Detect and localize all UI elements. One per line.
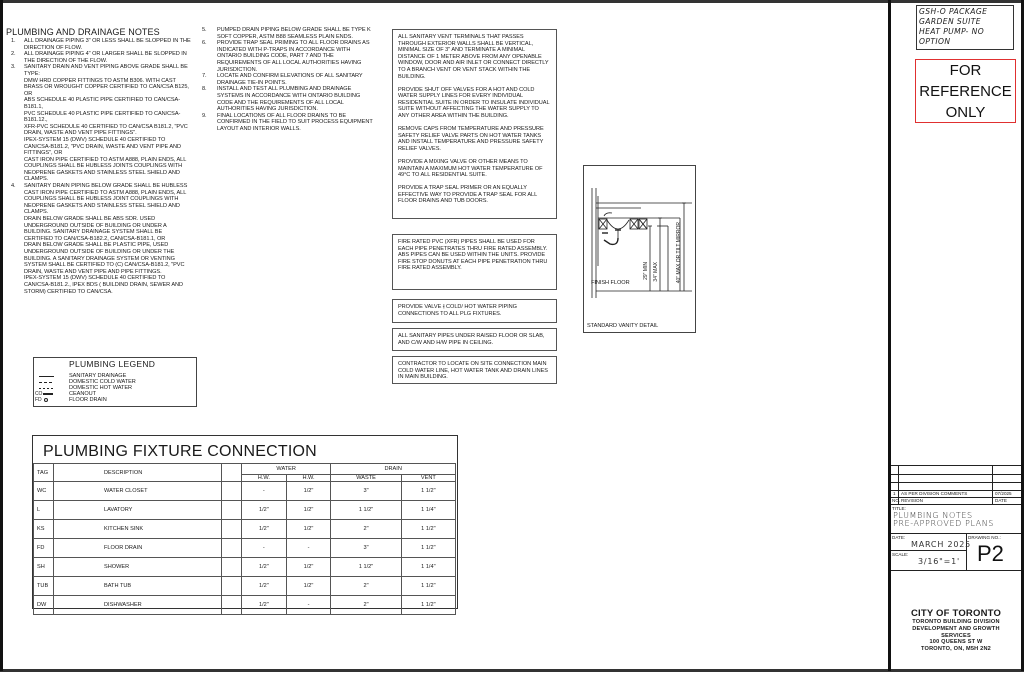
note-item bbox=[200, 113, 375, 133]
fire-rated-note-box bbox=[392, 234, 557, 290]
cell-tag: KS bbox=[34, 520, 54, 539]
header-hw-1: H.W. bbox=[242, 475, 287, 482]
sanitary-pipes-note-box bbox=[392, 328, 557, 351]
revision-description: AS PER DIVISION COMMENTS bbox=[901, 491, 968, 496]
note-number: 4. bbox=[11, 183, 16, 190]
cell-hw-1: - bbox=[242, 482, 287, 501]
cell-vent: 1 1/4" bbox=[401, 501, 455, 520]
cell-tag: DW bbox=[34, 596, 54, 615]
legend-row bbox=[34, 396, 107, 403]
stamp-line: ONLY bbox=[945, 104, 986, 121]
city-address-line: TORONTO BUILDING DIVISION bbox=[912, 619, 1000, 625]
cell-blank bbox=[222, 558, 242, 577]
cell-description: SHOWER bbox=[54, 558, 222, 577]
fixture-table-title: PLUMBING FIXTURE CONNECTION bbox=[43, 443, 317, 460]
note-text: PROVIDE TRAP SEAL PRIMING TO ALL FLOOR DRAINS AS INDICATED WITH P-TRAPS IN ACCORDANCE WITH ONTARIO BUILDING CODE, PART 7 AND THE REQUIREMENTS OF ALL LOCAL AUTHORITIES HAVING JURISDICTION. bbox=[217, 40, 370, 73]
revision-header-no: NO. bbox=[892, 498, 901, 503]
package-line: GSH-O PACKAGE bbox=[919, 7, 988, 16]
cell-description: LAVATORY bbox=[54, 501, 222, 520]
notes-title: PLUMBING AND DRAINAGE NOTES bbox=[6, 27, 160, 37]
cell-hw-2: 1/2" bbox=[286, 558, 331, 577]
header-blank bbox=[222, 464, 242, 482]
legend-title: PLUMBING LEGEND bbox=[69, 359, 156, 369]
cell-vent: 1 1/2" bbox=[401, 482, 455, 501]
city-address-line: SERVICES bbox=[941, 632, 971, 639]
cell-waste: 1 1/2" bbox=[331, 558, 401, 577]
note-number: 9. bbox=[202, 112, 207, 119]
dimension-label-min: 29" MIN bbox=[643, 262, 649, 280]
header-description: DESCRIPTION bbox=[54, 464, 222, 482]
box-note: ALL SANITARY VENT TERMINALS THAT PASSES THROUGH EXTERIOR WALLS SHALL BE VERTICAL, MINIMAL SIZE OF 3" AND TERMINATE A MINIMAL DISTANCE OF 1 METER ABOVE FROM ANY OPENABLE WINDOW, DOOR AND AIR INLET OR CONNECT DIRECTLY TO A BRANCH VENT OR VENT STACK WITHIN THE BUILDING. bbox=[398, 34, 549, 80]
note-item bbox=[6, 51, 191, 64]
cell-hw-2: 1/2" bbox=[286, 520, 331, 539]
header-water: WATER bbox=[242, 464, 331, 475]
plumbing-fixture-connection-table bbox=[32, 435, 458, 609]
vanity-caption: STANDARD VANITY DETAIL bbox=[587, 323, 659, 329]
cell-blank bbox=[222, 577, 242, 596]
package-line: GARDEN SUITE bbox=[919, 17, 981, 26]
title-block-line bbox=[891, 570, 1021, 571]
cell-tag: SH bbox=[34, 558, 54, 577]
drawing-number: P2 bbox=[977, 541, 1004, 566]
header-waste: WASTE bbox=[331, 475, 401, 482]
title-block-col-line bbox=[966, 533, 967, 570]
legend-label: DOMESTIC HOT WATER bbox=[69, 384, 133, 391]
note-text: INSTALL AND TEST ALL PLUMBING AND DRAINAGE SYSTEMS IN ACCORDANCE WITH ONTARIO BUILDING CODE AND THE REQUIREMENTS OF ALL LOCAL AUTHORITIES HAVING JURISDICTION. bbox=[217, 86, 361, 113]
box-note: PROVIDE A TRAP SEAL PRIMER OR AN EQUALLY EFFECTIVE WAY TO PROVIDE A TRAP SEAL FOR ALL FLOOR DRAINS AND TUB DOORS. bbox=[398, 185, 537, 205]
valve-note-box bbox=[392, 299, 557, 323]
title-block-line bbox=[891, 550, 966, 551]
table-row bbox=[34, 558, 456, 577]
cell-hw-2: - bbox=[286, 539, 331, 558]
note-item bbox=[200, 40, 375, 73]
revision-col-line bbox=[992, 465, 993, 504]
plumbing-notes-column-1 bbox=[6, 27, 191, 295]
note-item bbox=[200, 27, 375, 40]
floor-drain-symbol: FD bbox=[35, 397, 42, 403]
cleanout-symbol: CO bbox=[35, 391, 43, 397]
cell-vent: 1 1/2" bbox=[401, 596, 455, 615]
note-subtext: PVC SCHEDULE 40 PLASTIC PIPE CERTIFIED TO CAN/CSA-B181.12., bbox=[24, 110, 181, 124]
note-subtext: DMW HRD COPPER FITTINGS TO ASTM B306. WITH CAST BRASS OR WROUGHT COPPER CERTIFIED TO CAN/CSA B125, OR bbox=[24, 77, 189, 97]
scale-label: SCALE: bbox=[892, 552, 909, 557]
title-block-line bbox=[891, 533, 1021, 534]
table-row bbox=[34, 596, 456, 615]
note-subtext: DRAIN BELOW GRADE SHALL BE ABS SDR. USED UNDERGROUND OUTSIDE OF BUILDING OR UNDER A BUILDING. SANITARY DRAINAGE SYSTEM SHALL BE CERTIFIED TO CAN/CSA-B182.2, CAN/CSA-B181.1, OR bbox=[24, 216, 167, 242]
box-note: CONTRACTOR TO LOCATE ON SITE CONNECTION MAIN COLD WATER LINE, HOT WATER TANK AND DRAIN LINES IN MAIN BUILDING. bbox=[398, 361, 548, 381]
cell-hw-1: 1/2" bbox=[242, 596, 287, 615]
note-subtext: ABS SCHEDULE 40 PLASTIC PIPE CERTIFIED TO CAN/CSA-B181.1, bbox=[24, 97, 181, 110]
legend-label: CEANOUT bbox=[69, 390, 96, 397]
revision-row-line bbox=[891, 474, 1021, 475]
cell-description: FLOOR DRAIN bbox=[54, 539, 222, 558]
note-subtext: DRAIN BELOW GRADE SHALL BE PLASTIC PIPE, USED UNDERGROUND OUTSIDE OF BUILDING OR UNDER THE BUILDING. A SANITARY DRAINAGE SYSTEM OR VENTING SYSTEM SHALL BE CERTIFIED TO (C) CAN/CSA-B181.2, "PVC DRAIN, WASTE AND VENT PIPE AND PIPE FITTINGS. bbox=[24, 242, 185, 275]
cold-water-line-symbol bbox=[39, 382, 54, 383]
plumbing-legend bbox=[33, 357, 197, 407]
note-number: 5. bbox=[202, 27, 207, 33]
dimension-label-max: 34" MAX bbox=[653, 262, 659, 282]
cell-description: WATER CLOSET bbox=[54, 482, 222, 501]
box-note: ALL SANITARY PIPES UNDER RAISED FLOOR OR SLAB, AND C/W AND H/W PIPE IN CEILING. bbox=[398, 333, 545, 346]
note-text: ALL DRAINAGE PIPING 4" OR LARGER SHALL BE SLOPPED IN THE DIRECTION OF THE FLOW. bbox=[24, 51, 187, 64]
note-text: PUMPED DRAIN PIPING BELOW GRADE SHALL BE TYPE K SOFT COPPER, ASTM B88 SEAMLESS PLAIN ENDS. bbox=[217, 27, 371, 40]
header-drain: DRAIN bbox=[331, 464, 456, 475]
cell-tag: FD bbox=[34, 539, 54, 558]
cleanout-icon bbox=[43, 393, 53, 395]
cell-description: DISHWASHER bbox=[54, 596, 222, 615]
cell-vent: 1 1/2" bbox=[401, 520, 455, 539]
package-line: OPTION bbox=[919, 37, 951, 46]
note-number: 6. bbox=[202, 40, 207, 47]
plumbing-notes-column-2 bbox=[200, 27, 375, 133]
cell-tag: L bbox=[34, 501, 54, 520]
stamp-line: FOR bbox=[949, 62, 982, 79]
box-note: PROVIDE VALVE ⫲ COLD/ HOT WATER PIPING CONNECTIONS TO ALL PLG FIXTURES. bbox=[398, 304, 517, 317]
note-subtext: CAST IRON PIPE CERTIFIED TO ASTM A888, PLAIN ENDS, ALL COUPLINGS SHALL BE HUBLESS JOINTS COUPLINGS WITH NEOPRENE GASKETS AND STAINLESS STEEL SHIELD AND CLAMPS. bbox=[24, 156, 187, 183]
cell-blank bbox=[222, 482, 242, 501]
package-label-box bbox=[916, 5, 1014, 50]
revision-row-line bbox=[891, 504, 1021, 505]
cell-tag: TUB bbox=[34, 577, 54, 596]
note-text: SANITARY DRAIN PIPING BELOW GRADE SHALL BE HUBLESS CAST IRON PIPE CERTIFIED TO ASTM A888, PLAIN ENDS, ALL COUPLINGS SHALL BE HUBLESS JOINT COUPLINGS WITH NEOPRENE GASKETS AND STAINLESS STEEL SHIELD AND CLAMPS. bbox=[24, 183, 188, 216]
hot-water-line-symbol bbox=[39, 388, 54, 389]
cell-waste: 3" bbox=[331, 482, 401, 501]
city-address-line: DEVELOPMENT AND GROWTH bbox=[912, 625, 1000, 632]
cell-hw-1: 1/2" bbox=[242, 520, 287, 539]
note-number: 1. bbox=[11, 38, 16, 44]
revision-number: 1 bbox=[893, 491, 896, 496]
general-notes-box bbox=[392, 29, 557, 219]
note-item bbox=[200, 73, 375, 86]
note-subtext: IPEX-SYSTEM 15 (DWV) SCHEDULE 40 CERTIFIED TO CAN/CSA-B181.2., IPEX BDS ( BUILDIND DRAIN, SEWER AND STORM) CERTIFIED TO CAN/CSA. bbox=[24, 275, 183, 295]
dimension-label-mirror: 40" MAX OR TILT MIRROR bbox=[676, 222, 682, 284]
cell-description: BATH TUB bbox=[54, 577, 222, 596]
floor-drain-icon bbox=[44, 398, 48, 402]
scale-value: 3/16"=1' bbox=[918, 557, 961, 566]
box-note: PROVIDE SHUT OFF VALVES FOR A HOT AND COLD WATER SUPPLY LINES FOR EVERY INDIVIDUAL RESIDENTIAL SUITE IN ORDER TO INSULATE INDIVIDUAL SUITE WITHOUT AFFECTING THE WATER SUPPLY TO ANY OTHER AREA WITHIN THE BUILDING. bbox=[398, 86, 550, 120]
cell-blank bbox=[222, 520, 242, 539]
box-note: ABS PIPES CAN BE USED WITHIN THE UNITS. PROVIDE FIRE STOP DONUTS AT EACH PIPE PENETRATION THRU FIRE RATED ASSEMBLY. bbox=[398, 252, 548, 272]
for-reference-only-stamp bbox=[915, 59, 1016, 123]
cell-blank bbox=[222, 501, 242, 520]
note-item bbox=[6, 183, 191, 295]
header-tag: TAG bbox=[34, 464, 54, 482]
table-row bbox=[34, 482, 456, 501]
standard-vanity-detail bbox=[583, 165, 696, 333]
note-subtext: XFR-PVC SCHEDULE 40 CERTIFIED TO CAN/CSA B181.2, "PVC DRAIN, WASTE AND VENT PIPE FITTINGS". bbox=[24, 123, 188, 137]
table-row bbox=[34, 501, 456, 520]
cell-hw-1: - bbox=[242, 539, 287, 558]
note-number: 2. bbox=[11, 51, 16, 58]
drawing-number-label: DRAWING NO.: bbox=[968, 535, 1001, 540]
cell-waste: 1 1/2" bbox=[331, 501, 401, 520]
note-text: ALL DRAINAGE PIPING 3" OR LESS SHALL BE SLOPPED IN THE DIRECTION OF FLOW. bbox=[24, 38, 191, 51]
date-label: DATE: bbox=[892, 535, 906, 540]
note-number: 8. bbox=[202, 86, 207, 93]
stamp-line: REFERENCE bbox=[919, 83, 1012, 100]
cell-waste: 3" bbox=[331, 539, 401, 558]
note-number: 3. bbox=[11, 64, 16, 71]
note-item bbox=[6, 64, 191, 183]
header-hw-2: H.W. bbox=[286, 475, 331, 482]
cell-hw-2: 1/2" bbox=[286, 577, 331, 596]
cell-vent: 1 1/2" bbox=[401, 539, 455, 558]
cell-hw-2: 1/2" bbox=[286, 501, 331, 520]
cell-vent: 1 1/4" bbox=[401, 558, 455, 577]
cell-description: KITCHEN SINK bbox=[54, 520, 222, 539]
header-vent: VENT bbox=[401, 475, 455, 482]
title-line: PRE-APPROVED PLANS bbox=[893, 519, 995, 528]
cell-hw-2: - bbox=[286, 596, 331, 615]
revision-header-revision: REVISION bbox=[901, 498, 923, 503]
cell-vent: 1 1/2" bbox=[401, 577, 455, 596]
cell-hw-1: 1/2" bbox=[242, 577, 287, 596]
legend-label: FLOOR DRAIN bbox=[69, 396, 107, 403]
legend-label: SANITARY DRAINAGE bbox=[69, 372, 127, 379]
table-row bbox=[34, 520, 456, 539]
cell-waste: 2" bbox=[331, 520, 401, 539]
table-row bbox=[34, 539, 456, 558]
note-item bbox=[200, 86, 375, 112]
revision-date: 07/2025 bbox=[995, 491, 1012, 496]
note-text: LOCATE AND CONFIRM ELEVATIONS OF ALL SANITARY DRAINAGE TIE-IN POINTS. bbox=[217, 73, 363, 86]
frame-border-bottom bbox=[0, 669, 1024, 672]
cell-blank bbox=[222, 539, 242, 558]
cell-tag: WC bbox=[34, 482, 54, 501]
city-of-toronto-block bbox=[891, 608, 1021, 653]
cell-waste: 2" bbox=[331, 596, 401, 615]
fixture-table bbox=[33, 463, 456, 615]
city-name: CITY OF TORONTO bbox=[910, 608, 1002, 619]
box-note: REMOVE CAPS FROM TEMPERATURE AND PRESSURE SAFETY RELIEF VALVE PARTS ON HOT WATER TANKS AND INSTALL TEMPERATURE AND PRESSURE SAFETY RELIEF VALVES. bbox=[398, 126, 544, 152]
cell-hw-1: 1/2" bbox=[242, 558, 287, 577]
package-line: HEAT PUMP- NO bbox=[919, 27, 985, 36]
note-text: FINAL LOCATIONS OF ALL FLOOR DRAINS TO BE CONFIRMED IN THE FIELD TO SUIT PROCESS EQUIPMENT LAYOUT AND INTERIOR WALLS. bbox=[217, 112, 373, 132]
date-value: MARCH 2025 bbox=[911, 540, 972, 549]
note-subtext: IPEX-SYSTEM 15 (DWV) SCHEDULE 40 CERTIFIED TO CAN/CSA-B181.2, "PVC DRAIN, WASTE AND VENT PIPE AND FITTINGS", OR bbox=[24, 136, 182, 157]
note-item bbox=[6, 38, 191, 51]
frame-border-top bbox=[0, 0, 1024, 3]
legend-label: DOMESTIC COLD WATER bbox=[69, 378, 136, 385]
finish-floor-label: FINISH FLOOR bbox=[591, 280, 630, 286]
sanitary-line-symbol bbox=[39, 376, 54, 377]
title-line: PLUMBING NOTES bbox=[893, 511, 973, 520]
box-note: PROVIDE A MIXING VALVE OR OTHER MEANS TO MAINTAIN A MAXIMUM HOT WATER TEMPERATURE OF 49°C TO ALL RESIDENTIAL SUITE. bbox=[398, 159, 543, 179]
revision-row-line bbox=[891, 465, 1021, 466]
city-address-line: TORONTO, ON, M5H 2N2 bbox=[921, 646, 991, 653]
table-row bbox=[34, 577, 456, 596]
note-number: 7. bbox=[202, 73, 207, 80]
revision-header-date: DATE bbox=[995, 498, 1007, 503]
contractor-note-box bbox=[392, 356, 557, 384]
title-label: TITLE: bbox=[892, 506, 906, 511]
note-text: SANITARY DRAIN AND VENT PIPING ABOVE GRADE SHALL BE TYPE: bbox=[24, 64, 188, 77]
cell-blank bbox=[222, 596, 242, 615]
box-note: FIRE RATED PVC (XFR) PIPES SHALL BE USED FOR EACH PIPE PENETRATES THRU FIRE RATED ASSEMBLY. bbox=[398, 239, 548, 252]
cell-waste: 2" bbox=[331, 577, 401, 596]
frame-border-left bbox=[0, 0, 3, 671]
revision-row-line bbox=[891, 482, 1021, 483]
cell-hw-1: 1/2" bbox=[242, 501, 287, 520]
city-address-line: 100 QUEENS ST W bbox=[929, 639, 983, 646]
cell-hw-2: 1/2" bbox=[286, 482, 331, 501]
